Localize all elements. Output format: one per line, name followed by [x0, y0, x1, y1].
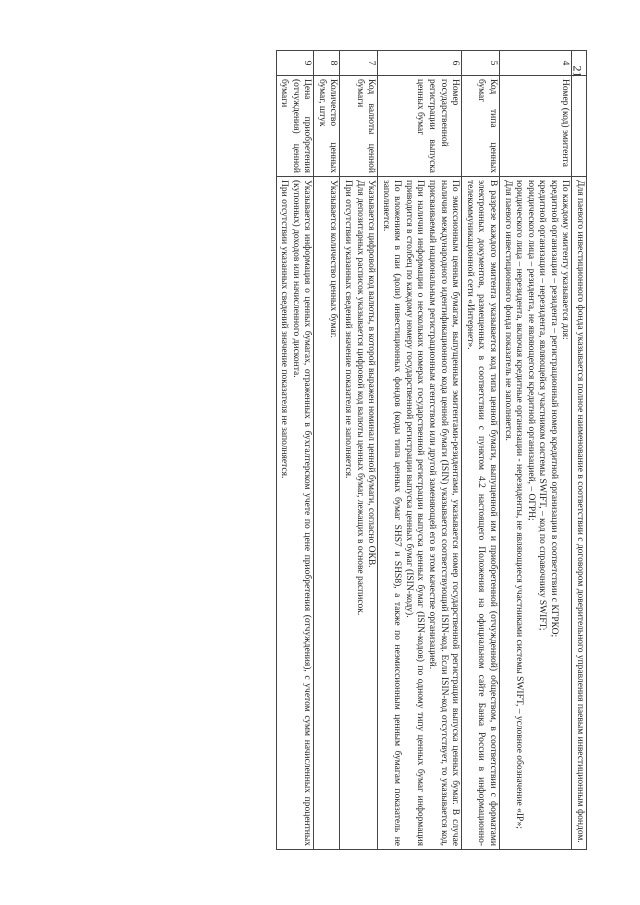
field-description: [276, 177, 314, 850]
field-description: [499, 177, 571, 850]
table-row: [572, 51, 587, 850]
description-paragraph: Указывается количество ценных бумаг.: [328, 180, 339, 338]
fields-table: [276, 50, 587, 850]
description-paragraph: юридического лица – резидента, не являющегося кредитной организацией, – ОГРН;: [525, 180, 536, 521]
row-number: 6: [378, 51, 462, 76]
table-row: [499, 51, 571, 850]
table-row: [378, 51, 462, 850]
page-number: 21: [570, 65, 585, 78]
description-paragraph: При отсутствии указанных сведений значение показателя не заполняется.: [279, 180, 290, 479]
description-paragraph: По эмиссионным ценным бумагам, выпущенным эмитентами-резидентами, указывается номер государственной регистрации выпуска ценных бумаг. В случае наличия международного идентификационного кода ценной бумаги (ISIN) указывается соответствующий ISIN-код. Если ISIN-код отсутствует, то указывается код, присваиваемый национальным регистрационным агентством или другой заменяющей его в этом качестве организацией.: [427, 180, 461, 846]
row-number: 5: [462, 51, 500, 76]
description-paragraph: кредитной организации – нерезидента, являющейся участником системы SWIFT, – код по справочнику SWIFT;: [537, 180, 548, 631]
row-number: 8: [314, 51, 340, 76]
row-number: 4: [499, 51, 571, 76]
table-row: [276, 51, 314, 850]
fields-table-body: [276, 51, 586, 850]
table-row: [462, 51, 500, 850]
description-paragraph: При отсутствии указанных сведений значение показателя не заполняется.: [343, 180, 354, 479]
description-paragraph: По каждому эмитенту указывается для:: [560, 180, 571, 340]
description-paragraph: Для паевого инвестиционного фонда указывается полное наименование в соответствии с договором доверительного управления паевым инвестиционным фондом.: [575, 180, 585, 843]
description-paragraph: По вложениям в паи (доли) инвестиционных фондов (коды типа ценных бумаг SHS7 и SHS8), а также по неэмиссионным ценным бумагам показатель не заполняется.: [380, 180, 403, 846]
field-description: [572, 177, 587, 850]
field-description: [462, 177, 500, 850]
description-paragraph: При наличии информации о нескольких номерах государственной регистрации выпуска ценных бумаг (ISIN-кодов) по одному типу ценных бумаг информация приводится в столбец по каждому номеру государственной регистрации выпуска ценных бумаг (ISIN-коду).: [403, 180, 426, 846]
field-name: Цена приобретения (отчуждения) ценной бумаги: [276, 76, 314, 177]
field-name: [572, 76, 587, 177]
field-description: [378, 177, 462, 850]
field-name: Код валюты ценной бумаги: [340, 76, 378, 177]
description-paragraph: В разрезе каждого эмитента указывается код типа ценной бумаги, выпущенной им и приобретенной (отчужденной) обществом, в соответствии с форматами электронных документов, размещенных в соответствии с пунктом 4.2 настоящего Положения на официальном сайте Банка России в информационно-телекоммуникационной сети «Интернет».: [464, 180, 498, 846]
field-name: Количество ценных бумаг, штук: [314, 76, 340, 177]
description-paragraph: юридического лица – нерезидента, включая кредитные организации - нерезиденты, не являющиеся участниками системы SWIFT, – условное обозначение «ІР»;: [514, 180, 525, 829]
table-row: [314, 51, 340, 850]
description-paragraph: кредитной организации – резидента – регистрационный номер кредитной организации в соответствии с КГРКО;: [548, 180, 559, 638]
field-name: Номер (код) эмитента: [499, 76, 571, 177]
description-paragraph: Указывается информация о ценных бумагах, отраженных в бухгалтерском учете по цене приобретения (отчуждения), с учетом сумм начисленных процентных (купонных) доходов или начисленного дисконта.: [290, 180, 313, 846]
row-number: 7: [340, 51, 378, 76]
field-name: Номер государственной регистрации выпуска ценных бумаг: [378, 76, 462, 177]
row-number: 9: [276, 51, 314, 76]
table-row: [340, 51, 378, 850]
field-description: [314, 177, 340, 850]
field-description: [340, 177, 378, 850]
description-paragraph: Для депозитарных расписок указывается цифровой код валюты ценных бумаг, лежащих в основе расписок.: [354, 180, 365, 616]
rotated-page-content: [135, 50, 587, 850]
description-paragraph: Для паевого инвестиционного фонда показатель не заполняется.: [502, 180, 513, 441]
field-name: Код типа ценных бумаг: [462, 76, 500, 177]
description-paragraph: Указывается цифровой код валюты, в которой выражен номинал ценной бумаги, согласно ОКВ.: [366, 180, 377, 568]
